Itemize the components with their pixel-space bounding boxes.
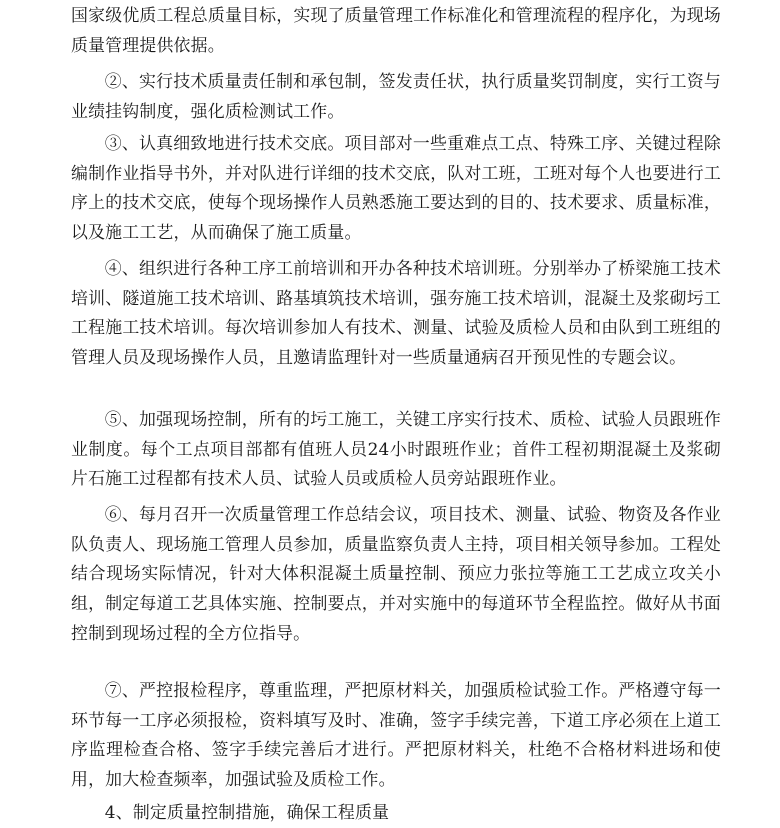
paragraph-item-2: ②、实行技术质量责任制和承包制，签发责任状，执行质量奖罚制度，实行工资与业绩挂钩制度，强化质检测试工作。 — [71, 71, 721, 121]
section-heading-4: 4、制定质量控制措施，确保工程质量 — [104, 802, 390, 822]
paragraph-item-6: ⑥、每月召开一次质量管理工作总结会议，项目技术、测量、试验、物资及各作业队负责人、现场施工管理人员参加，质量监察负责人主持，项目相关领导参加。工程处结合现场实际情况，针对大体积混凝土质量控制、预应力张拉等施工工艺成立攻关小组，制定每道工艺具体实施、控制要点，并对实施中的每道环节全程监控。做好从书面控制到现场过程的全方位指导。 — [71, 504, 721, 643]
paragraph-item-7: ⑦、严控报检程序，尊重监理，严把原材料关，加强质检试验工作。严格遵守每一环节每一工序必须报检，资料填写及时、准确，签字手续完善，下道工序必须在上道工序监理检查合格、签字手续完善后才进行。严把原材料关，杜绝不合格材料进场和使用，加大检查频率，加强试验及质检工作。 — [71, 680, 721, 790]
paragraph-item-4: ④、组织进行各种工序工前培训和开办各种技术培训班。分别举办了桥梁施工技术培训、隧道施工技术培训、路基填筑技术培训，强夯施工技术培训，混凝土及浆砌圬工工程施工技术培训。每次培训参加人有技术、测量、试验及质检人员和由队到工班组的管理人员及现场操作人员，且邀请监理针对一些质量通病召开预见性的专题会议。 — [71, 258, 721, 368]
paragraph-item-5: ⑤、加强现场控制，所有的圬工施工，关键工序实行技术、质检、试验人员跟班作业制度。每个工点项目部都有值班人员24小时跟班作业；首件工程初期混凝土及浆砌片石施工过程都有技术人员、试验人员或质检人员旁站跟班作业。 — [71, 409, 721, 489]
paragraph-quality-goal-continuation: 国家级优质工程总质量目标，实现了质量管理工作标准化和管理流程的程序化，为现场质量管理提供依据。 — [71, 5, 721, 55]
paragraph-item-3: ③、认真细致地进行技术交底。项目部对一些重难点工点、特殊工序、关键过程除编制作业指导书外，并对队进行详细的技术交底，队对工班，工班对每个人也要进行工序上的技术交底，使每个现场操作人员熟悉施工要达到的目的、技术要求、质量标准，以及施工工艺，从而确保了施工质量。 — [71, 133, 721, 243]
